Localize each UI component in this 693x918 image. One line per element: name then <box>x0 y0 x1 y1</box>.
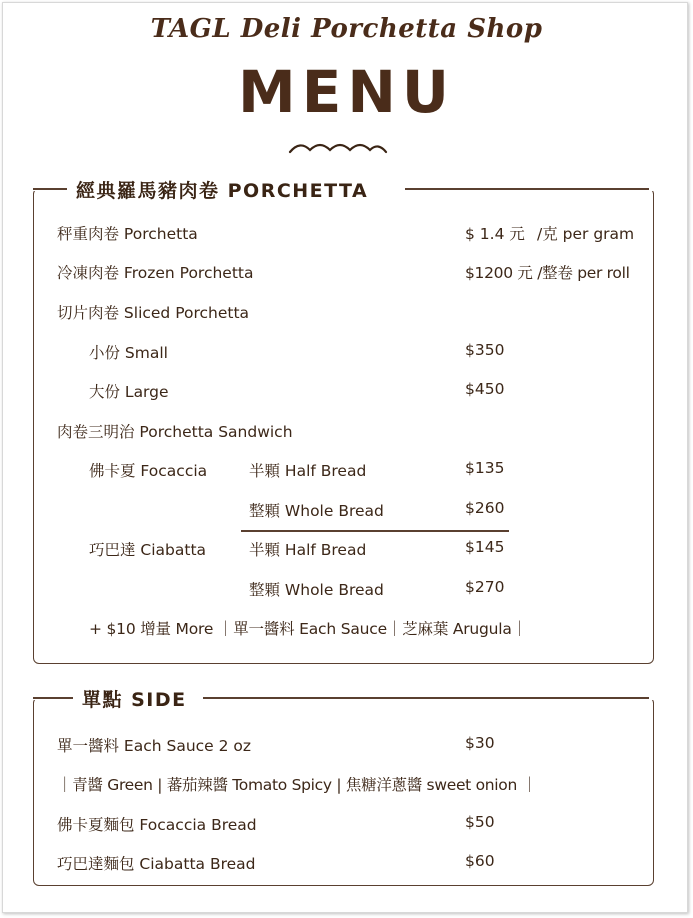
focaccia-whole-price: $260 <box>465 499 505 517</box>
weight-porchetta-unit: /克 per gram <box>537 225 635 243</box>
sliced-porchetta-name: 切片肉卷 Sliced Porchetta <box>57 304 250 322</box>
ciabatta-half: 半顆 Half Bread <box>249 541 367 559</box>
focaccia-whole: 整顆 Whole Bread <box>249 502 384 520</box>
sauce-price: $30 <box>465 734 495 752</box>
focaccia-half: 半顆 Half Bread <box>249 462 367 480</box>
sauce-options: ｜青醬 Green | 蕃茄辣醬 Tomato Spicy | 焦糖洋蔥醬 sweet onion ｜ <box>57 776 537 794</box>
focaccia-bread-name: 佛卡夏麵包 Focaccia Bread <box>57 816 257 834</box>
porchetta-heading: 經典羅馬豬肉卷 PORCHETTA <box>70 176 374 203</box>
large-price: $450 <box>465 380 505 398</box>
sandwich-divider <box>241 530 509 532</box>
ciabatta-whole-price: $270 <box>465 578 505 596</box>
ciabatta-half-price: $145 <box>465 538 505 556</box>
frozen-porchetta-name: 冷凍肉卷 Frozen Porchetta <box>57 264 254 282</box>
wave-divider-icon <box>288 138 388 158</box>
sauce-name: 單一醬料 Each Sauce 2 oz <box>57 737 252 755</box>
weight-porchetta-name: 秤重肉卷 Porchetta <box>57 225 198 243</box>
focaccia-name: 佛卡夏 Focaccia <box>89 462 208 480</box>
addon-line: + $10 增量 More ｜單一醬料 Each Sauce｜芝麻葉 Arugula｜ <box>89 620 528 638</box>
large-name: 大份 Large <box>89 383 169 401</box>
ciabatta-bread-name: 巧巴達麵包 Ciabatta Bread <box>57 855 256 873</box>
ciabatta-whole: 整顆 Whole Bread <box>249 581 384 599</box>
weight-porchetta-price: $ 1.4 元 <box>465 225 525 243</box>
side-heading: 單點 SIDE <box>76 685 193 712</box>
small-price: $350 <box>465 341 505 359</box>
ciabatta-name: 巧巴達 Ciabatta <box>89 541 207 559</box>
sandwich-name: 肉卷三明治 Porchetta Sandwich <box>57 423 293 441</box>
ciabatta-bread-price: $60 <box>465 852 495 870</box>
small-name: 小份 Small <box>89 344 168 362</box>
shop-name: TAGL Deli Porchetta Shop <box>150 14 543 44</box>
focaccia-bread-price: $50 <box>465 813 495 831</box>
frozen-porchetta-price: $1200 元 /整卷 per roll <box>465 264 630 282</box>
menu-title: MENU <box>238 58 455 126</box>
focaccia-half-price: $135 <box>465 459 505 477</box>
